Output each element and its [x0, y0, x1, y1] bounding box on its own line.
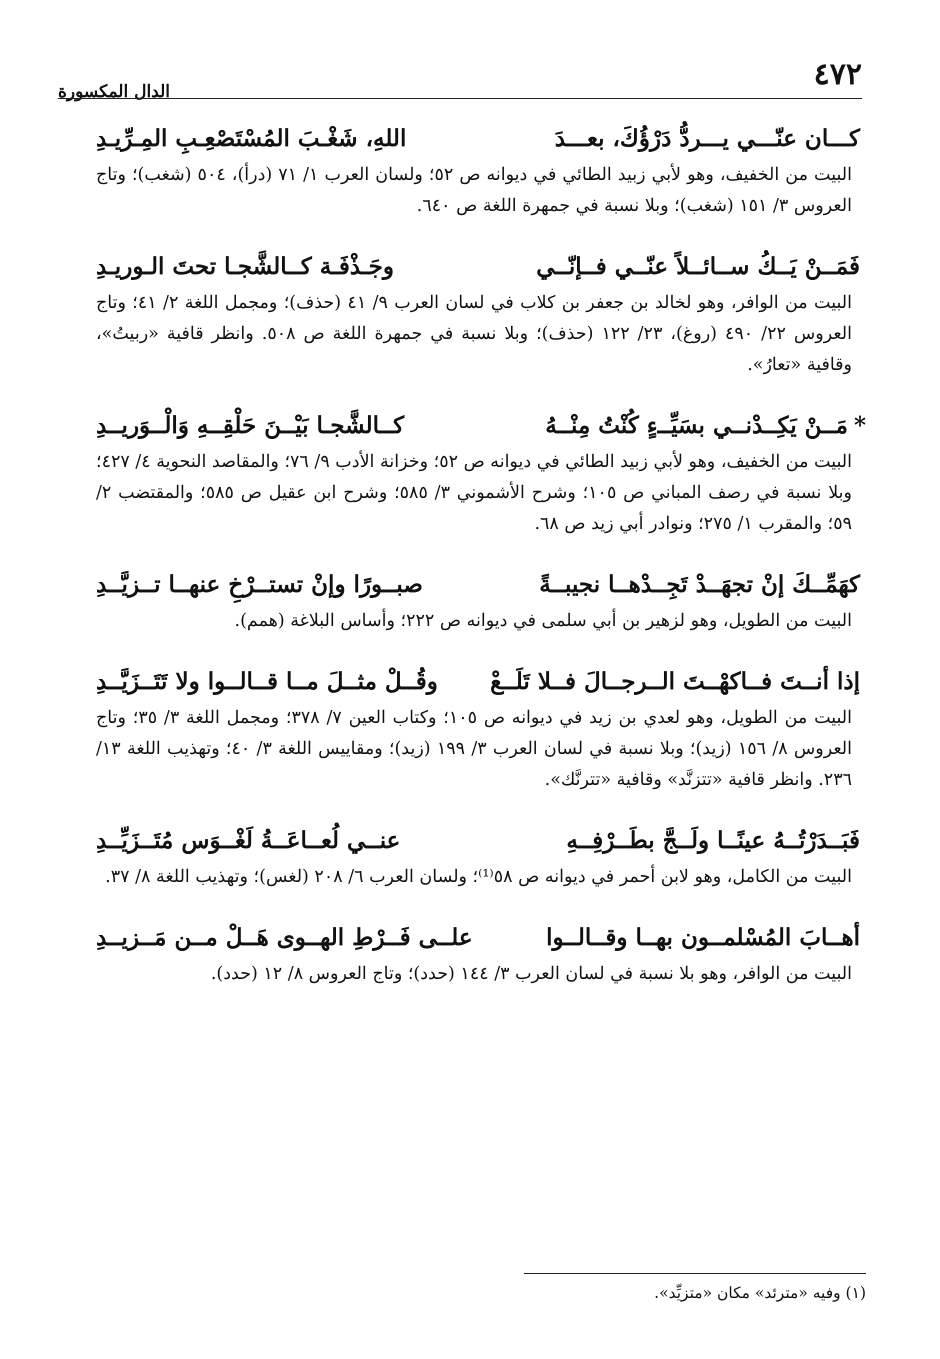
- verse-second-hemistich: اللهِ، شَغْـبَ المُسْتَصْعِـبِ المِـرِّيـدِ: [96, 125, 407, 152]
- verse-first-hemistich: أهــابَ المُسْلمــون بهــا وقــالــوا: [546, 924, 860, 951]
- verse-entry: [96, 820, 866, 893]
- verse-line: [96, 820, 866, 862]
- verse-first-hemistich: فَمَــنْ يَــكُ ســائــلاً عنّــي فــإنّــي: [536, 253, 860, 280]
- verse-first-hemistich: *مَــنْ يَكِــدْنــي بسَيِّــءٍ كُنْتُ مِنْــهُ: [545, 412, 866, 439]
- verse-first-hemistich: كهَمِّــكَ إنْ تجهَــدْ تَجِــدْهــا نجيبــةً: [539, 571, 860, 598]
- verse-commentary: البيت من الوافر، وهو لخالد بن جعفر بن كلاب في لسان العرب ٩/ ٤١ (حذف)؛ ومجمل اللغة ٢/ ٤١؛ وتاج العروس ٢٢/ ٤٩٠ (روغ)، ٢٣/ ١٢٢ (حذف)؛ وبلا نسبة في جمهرة اللغة ص ٥٠٨. وانظر قافية «ربيتُ»، وقافية «تعارُ».: [96, 293, 852, 375]
- verse-commentary: البيت من الخفيف، وهو لأبي زبيد الطائي في ديوانه ص ٥٢؛ وخزانة الأدب ٩/ ٧٦؛ والمقاصد النحوية ٤/ ٤٢٧؛ وبلا نسبة في رصف المباني ص ١٠٥؛ وشرح الأشموني ٣/ ٥٨٥؛ وشرح ابن عقيل ص ٥٨٥؛ والمقتضب ٢/ ٥٩؛ والمقرب ١/ ٢٧٥؛ ونوادر أبي زيد ص ٦٨.: [96, 452, 853, 534]
- verse-line: [96, 405, 866, 447]
- verse-first-hemistich: إذا أنــتَ فــاكهْــتَ الــرجــالَ فــلا تَلَــعْ: [490, 668, 860, 695]
- verse-entry: [96, 564, 866, 637]
- verse-first-hemistich: كـــان عنّـــي يـــردُّ دَرْؤُكَ، بعـــدَ: [554, 125, 860, 152]
- running-title: الدال المكسورة: [58, 82, 171, 102]
- verse-line: [96, 246, 866, 288]
- verse-commentary: البيت من الطويل، وهو لعدي بن زيد في ديوانه ص ١٠٥؛ وكتاب العين ٧/ ٣٧٨؛ ومجمل اللغة ٣/ ٣٥؛ وتاج العروس ٨/ ١٥٦ (زيد)؛ وبلا نسبة في لسان العرب ٣/ ١٩٩ (زيد)؛ ومقاييس اللغة ٣/ ٤٠؛ وتهذيب اللغة ١٣/ ٢٣٦. وانظر قافية «تتزنَّد» وقافية «تترنَّك».: [96, 708, 853, 790]
- verse-second-hemistich: صبــورًا وإنْ تستــرْخِ عنهــا تــزيَّــدِ: [96, 571, 423, 598]
- page-header: [58, 58, 862, 102]
- verse-line: [96, 564, 866, 606]
- page-number: ٤٧٢: [813, 57, 862, 92]
- verse-entries: [96, 118, 866, 1014]
- verse-marker: *: [853, 412, 866, 439]
- footnote-rule: [524, 1273, 866, 1274]
- verse-second-hemistich: وقُــلْ مثــلَ مــا قــالــوا ولا تَتَــزَيَّــدِ: [96, 668, 438, 695]
- header-rule: [58, 98, 862, 99]
- verse-first-hemistich: فَبَــدَرْتُــهُ عينًــا ولَــجَّ بطَــرْفِــهِ: [566, 827, 860, 854]
- footnote: (١) وفيه «مترئد» مكان «متزيِّد».: [654, 1284, 866, 1302]
- verse-line: [96, 661, 866, 703]
- verse-line: [96, 917, 866, 959]
- verse-commentary: البيت من الطويل، وهو لزهير بن أبي سلمى في ديوانه ص ٢٢٢؛ وأساس البلاغة (همم).: [234, 611, 852, 631]
- verse-commentary: البيت من الوافر، وهو بلا نسبة في لسان العرب ٣/ ١٤٤ (حدد)؛ وتاج العروس ٨/ ١٢ (حدد).: [210, 964, 852, 984]
- verse-entry: [96, 917, 866, 990]
- verse-entry: [96, 118, 866, 222]
- verse-commentary: البيت من الخفيف، وهو لأبي زبيد الطائي في ديوانه ص ٥٢؛ ولسان العرب ١/ ٧١ (درأ)، ٥٠٤ (شغب)؛ وتاج العروس ٣/ ١٥١ (شغب)؛ وبلا نسبة في جمهرة اللغة ص ٦٤٠.: [96, 165, 852, 216]
- verse-line: [96, 118, 866, 160]
- verse-entry: [96, 661, 866, 796]
- verse-second-hemistich: عنــي لُعــاعَــةُ لَغْــوَس مُتَــزَيِّــدِ: [96, 827, 401, 854]
- verse-second-hemistich: كــالشَّجـا بَيْــنَ حَلْقِــهِ وَالْــوَريــدِ: [96, 412, 405, 439]
- verse-second-hemistich: وجَـذْفَـة كــالشَّجـا تحتَ الـوريـدِ: [96, 253, 394, 280]
- verse-entry: [96, 246, 866, 381]
- verse-entry: [96, 405, 866, 540]
- verse-second-hemistich: علــى فَــرْطِ الهــوى هَــلْ مــن مَــزيــدِ: [96, 924, 473, 951]
- verse-commentary: البيت من الكامل، وهو لابن أحمر في ديوانه ص ٥٨⁽¹⁾؛ ولسان العرب ٦/ ٢٠٨ (لغس)؛ وتهذيب اللغة ٨/ ٣٧.: [105, 867, 852, 887]
